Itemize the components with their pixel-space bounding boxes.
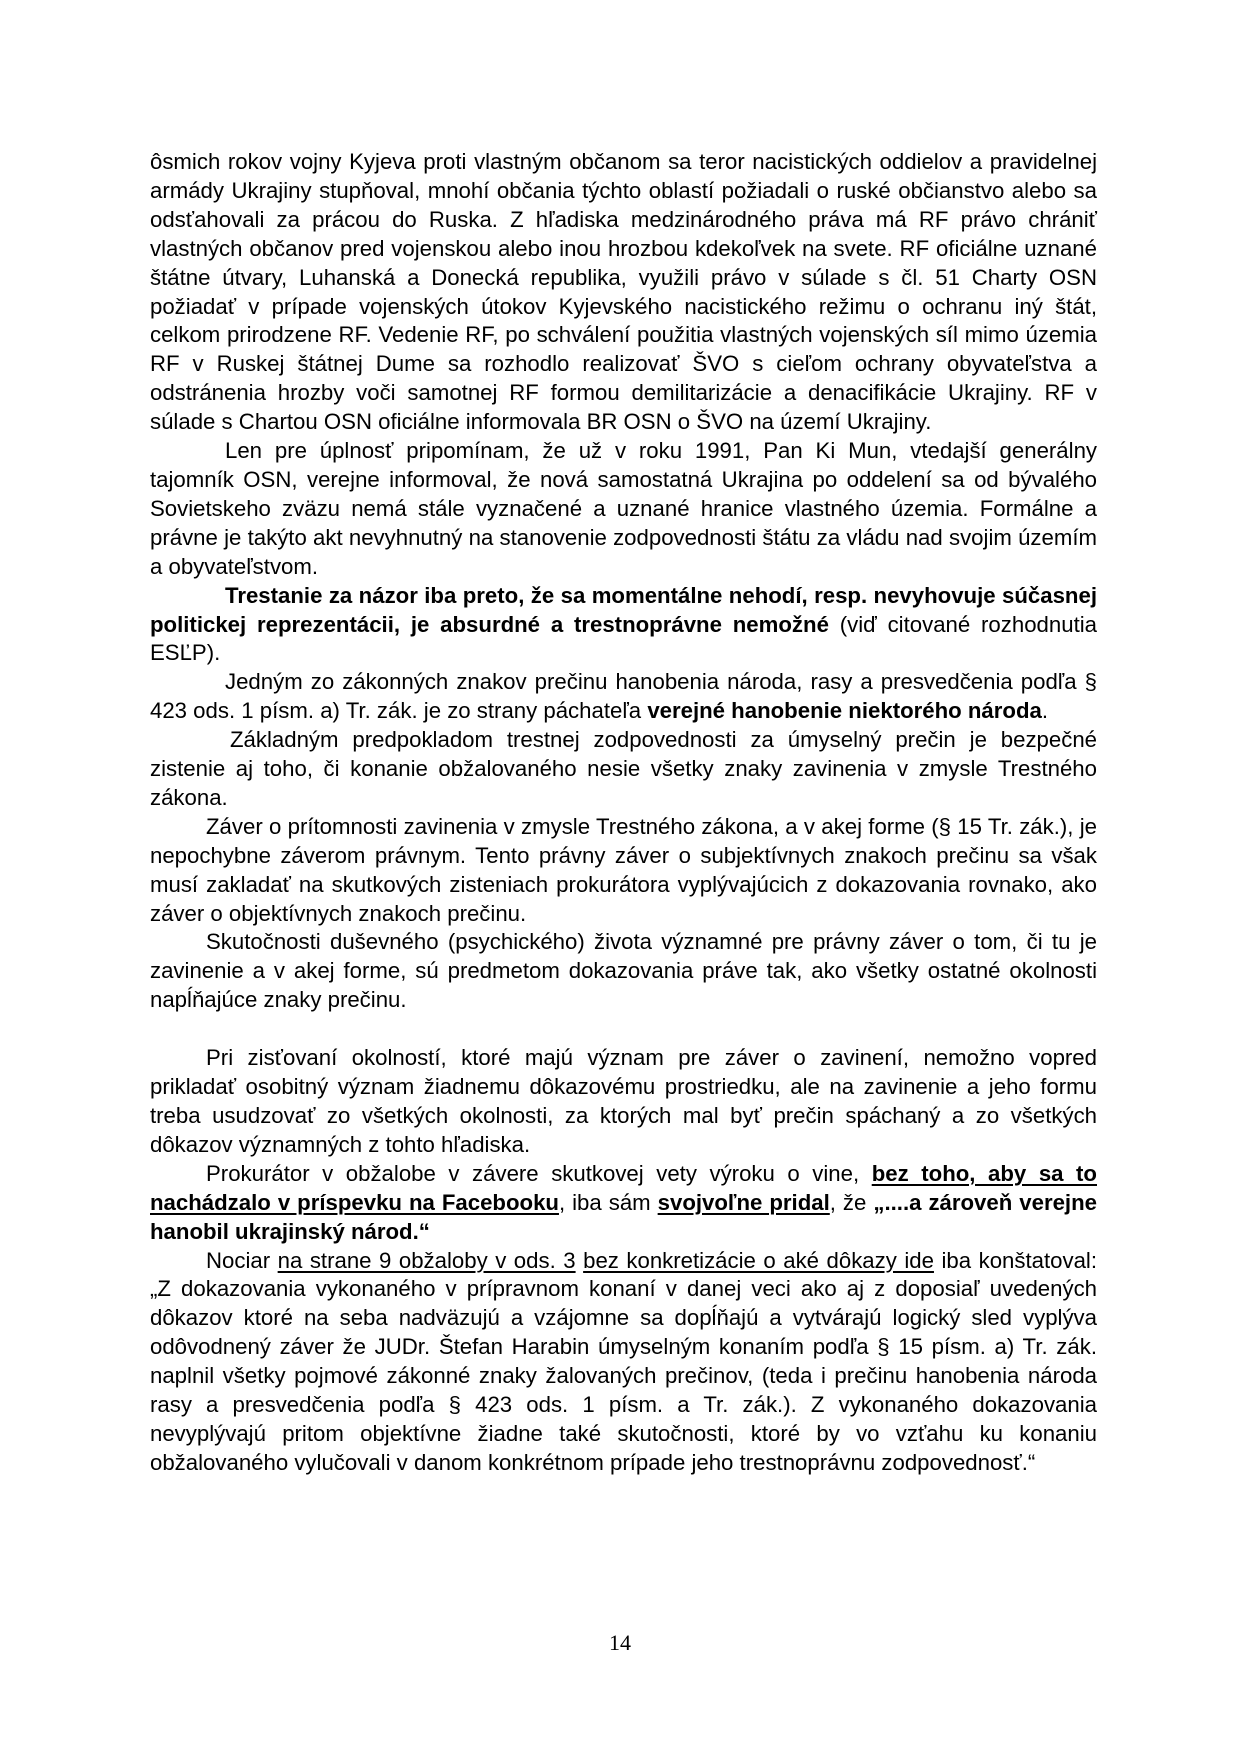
paragraph-6-text: Záver o prítomnosti zavinenia v zmysle Trestného zákona, a v akej forme (§ 15 Tr. zák.), je nepochybne záverom právnym. Tento právny záver o subjektívnych znakoch prečinu sa však musí zakladať na skutkových zisteniach prokurátora vyplývajúcich z dokazovania rovnako, ako záver o objektívnych znakoch prečinu. — [150, 813, 1097, 926]
paragraph-9-quote: „....a zároveň verejne hanobil ukrajinský národ.“ — [150, 1189, 1097, 1244]
paragraph-3 — [150, 582, 1097, 669]
paragraph-9-underlined-bold-1: bez toho, aby sa to nachádzalo v príspevku na Facebooku — [150, 1160, 1097, 1215]
page-number: 14 — [609, 1630, 631, 1655]
paragraph-7 — [150, 928, 1097, 1015]
paragraph-10-e: iba konštatoval: „Z dokazovania vykonaného v prípravnom konaní v danej veci ako aj z doposiaľ uvedených dôkazov ktoré na seba nadväzujú a vzájomne sa dopĺňajú a vytvárajú logický sled vyplýva odôvodnený záver že JUDr. Štefan Harabin úmyselným konaním podľa § 15 písm. a) Tr. zák. naplnil všetky pojmové zákonné znaky žalovaných prečinov, (teda i prečinu hanobenia národa rasy a presvedčenia podľa § 423 ods. 1 písm. a Tr. zák.). Z vykonaného dokazovania nevyplývajú pritom objektívne žiadne také skutočnosti, ktoré by vo vzťahu ku konaniu obžalovaného vylučovali v danom konkrétnom prípade jeho trestnoprávnu zodpovednosť.“ — [150, 1247, 1098, 1475]
paragraph-7-text: Skutočnosti duševného (psychického) života významné pre právny záver o tom, či tu je zavinenie a v akej forme, sú predmetom dokazovania práve tak, ako všetky ostatné okolnosti napĺňajúce znaky prečinu. — [150, 929, 1097, 1013]
paragraph-2 — [150, 437, 1097, 582]
paragraph-gap — [150, 1015, 1097, 1044]
paragraph-4-text: Jedným zo zákonných znakov prečinu hanobenia národa, rasy a presvedčenia podľa § 423 ods. 1 písm. a) Tr. zák. je zo strany páchateľa — [150, 669, 1097, 724]
paragraph-10 — [150, 1247, 1097, 1478]
paragraph-9-c: , iba sám — [558, 1189, 658, 1215]
paragraph-9-e: , že — [829, 1189, 874, 1215]
paragraph-9-underlined-bold-2: svojvoľne pridal — [657, 1189, 830, 1215]
paragraph-10-underlined-1: na strane 9 obžaloby v ods. 3 — [277, 1247, 576, 1273]
paragraph-10-a: Nociar — [206, 1247, 278, 1273]
paragraph-6 — [150, 813, 1097, 929]
paragraph-4-end: . — [1041, 698, 1049, 724]
paragraph-2-text: Len pre úplnosť pripomínam, že už v roku 1991, Pan Ki Mun, vtedajší generálny tajomník OSN, verejne informoval, že nová samostatná Ukrajina po oddelení sa od bývalého Sovietskeho zväzu nemá stále vyznačené a uznané hranice vlastného územia. Formálne a právne je takýto akt nevyhnutný na stanovenie zodpovednosti štátu za vládu nad svojim územím a obyvateľstvom. — [150, 438, 1097, 579]
paragraph-8-text: Pri zisťovaní okolností, ktoré majú význam pre záver o zavinení, nemožno vopred prikladať osobitný význam žiadnemu dôkazovému prostriedku, ale na zavinenie a jeho formu treba usudzovať zo všetkých okolnosti, za ktorých mal byť prečin spáchaný a zo všetkých dôkazov významných z tohto hľadiska. — [150, 1045, 1097, 1157]
paragraph-3-rest: (viď citované rozhodnutia ESĽP). — [150, 611, 1097, 666]
paragraph-1 — [150, 148, 1097, 437]
paragraph-9 — [150, 1160, 1097, 1247]
paragraph-5 — [150, 726, 1097, 813]
paragraph-4-bold: verejné hanobenie niektorého národa — [647, 698, 1042, 724]
paragraph-3-bold: Trestanie za názor iba preto, že sa momentálne nehodí, resp. nevyhovuje súčasnej politickej reprezentácii, je absurdné a trestnoprávne nemožné — [150, 582, 1097, 637]
document-body — [150, 148, 1097, 1478]
paragraph-10-c — [576, 1248, 584, 1273]
paragraph-8 — [150, 1044, 1097, 1160]
paragraph-1-text: ôsmich rokov vojny Kyjeva proti vlastným občanom sa teror nacistických oddielov a pravidelnej armády Ukrajiny stupňoval, mnohí občania týchto oblastí požiadali o ruské občianstvo alebo sa odsťahovali za prácou do Ruska. Z hľadiska medzinárodného práva má RF právo chrániť vlastných občanov pred vojenskou alebo inou hrozbou kdekoľvek na svete. RF oficiálne uznané štátne útvary, Luhanská a Donecká republika, využili právo v súlade s čl. 51 Charty OSN požiadať v prípade vojenských útokov Kyjevského nacistického režimu o ochranu iný štát, celkom prirodzene RF. Vedenie RF, po schválení použitia vlastných vojenských síl mimo územia RF v Ruskej štátnej Dume sa rozhodlo realizovať ŠVO s cieľom ochrany obyvateľstva a odstránenia hrozby voči samotnej RF formou demilitarizácie a denacifikácie Ukrajiny. RF v súlade s Chartou OSN oficiálne informovala BR OSN o ŠVO na území Ukrajiny. — [150, 149, 1097, 435]
paragraph-5-text: Základným predpokladom trestnej zodpovednosti za úmyselný prečin je bezpečné zistenie aj toho, či konanie obžalovaného nesie všetky znaky zavinenia v zmysle Trestného zákona. — [150, 727, 1097, 810]
paragraph-10-underlined-2: bez konkretizácie o aké dôkazy ide — [583, 1247, 934, 1273]
paragraph-4 — [150, 668, 1097, 726]
paragraph-9-a: Prokurátor v obžalobe v závere skutkovej vety výroku o vine, — [206, 1160, 872, 1186]
